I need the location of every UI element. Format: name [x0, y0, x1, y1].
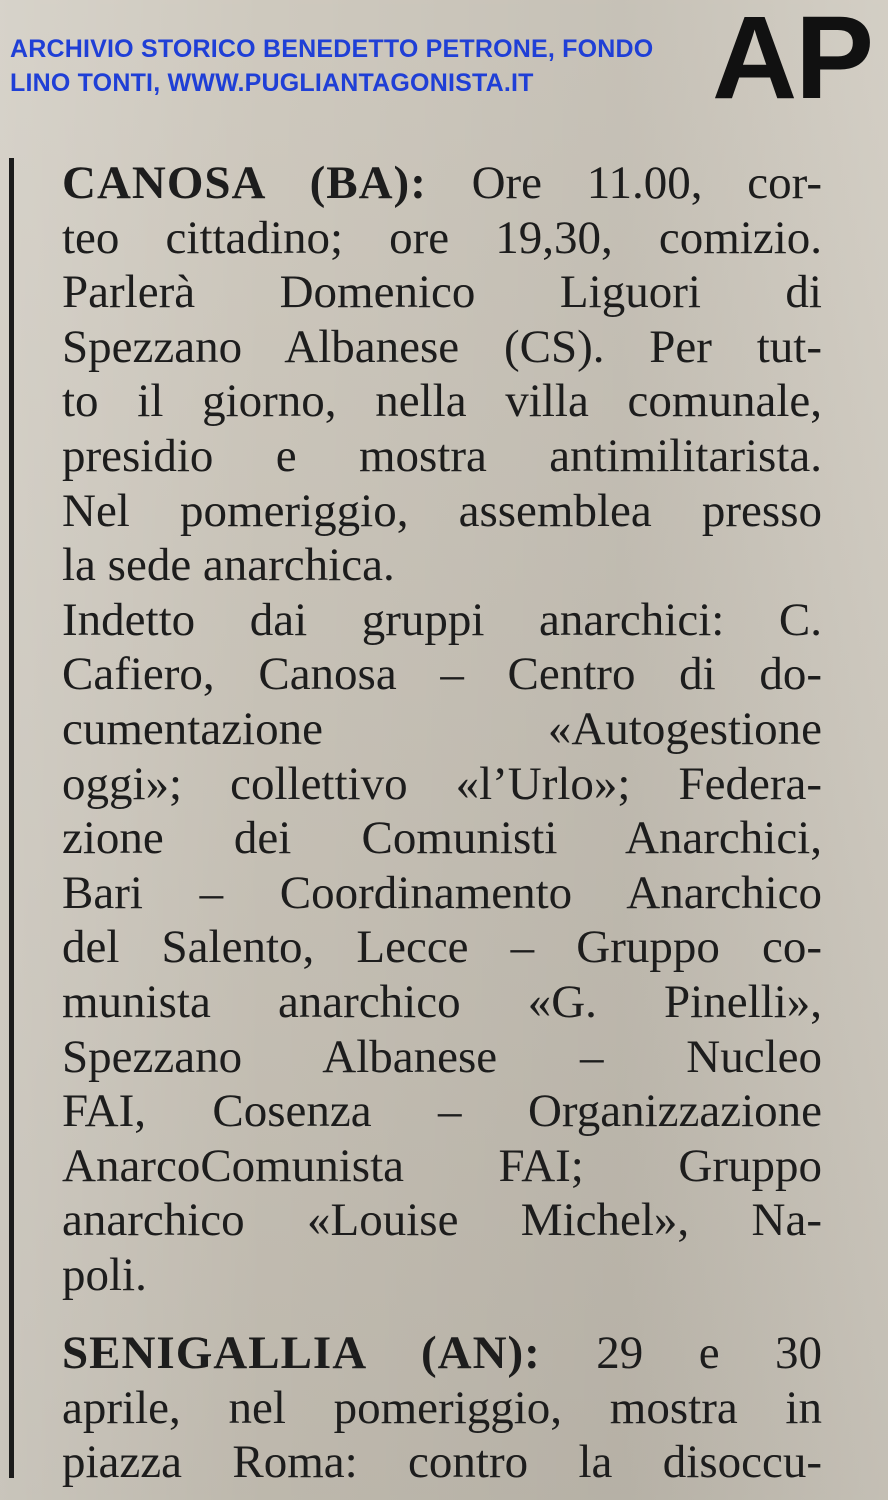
- article-line: cumentazione «Autogestione: [62, 702, 822, 755]
- article-line: to il giorno, nella villa comunale,: [62, 375, 822, 428]
- article-text: Ore 11.00, cor-: [471, 157, 822, 209]
- article-line: [62, 1326, 822, 1381]
- article-line: Parlerà Domenico Liguori di: [62, 266, 822, 319]
- column-rule: [9, 158, 14, 1478]
- article-line: poli.: [62, 1248, 147, 1301]
- watermark-line-2: LINO TONTI, WWW.PUGLIANTAGONISTA.IT: [10, 69, 534, 97]
- article-senigallia: [62, 1326, 822, 1490]
- article-line: presidio e mostra antimilitarista.: [62, 429, 822, 482]
- article-line: la sede anarchica.: [62, 539, 395, 592]
- article-line: [62, 156, 822, 211]
- article-line: zione dei Comunisti Anarchici,: [62, 812, 822, 865]
- article-text: 29 e 30: [596, 1327, 822, 1379]
- article-line: anarchico «Louise Michel», Na-: [62, 1194, 822, 1247]
- watermark-line-1: ARCHIVIO STORICO BENEDETTO PETRONE, FONDO: [10, 35, 654, 63]
- article-line: Nel pomeriggio, assemblea presso: [62, 484, 822, 537]
- place-heading-senigallia: SENIGALLIA (AN):: [62, 1327, 541, 1379]
- article-line: Spezzano Albanese – Nucleo: [62, 1030, 822, 1083]
- article-line: Bari – Coordinamento Anarchico: [62, 866, 822, 919]
- article-line: del Salento, Lecce – Gruppo co-: [62, 921, 822, 974]
- article-line: Spezzano Albanese (CS). Per tut-: [62, 320, 822, 373]
- place-heading-canosa: CANOSA (BA):: [62, 157, 427, 209]
- article-line: teo cittadino; ore 19,30, comizio.: [62, 211, 822, 264]
- article-line: oggi»; collettivo «l’Urlo»; Federa-: [62, 757, 822, 810]
- article-line: aprile, nel pomeriggio, mostra in: [62, 1381, 822, 1434]
- article-canosa: [62, 156, 822, 1302]
- article-line: piazza Roma: contro la disoccu-: [62, 1436, 822, 1489]
- article-line: munista anarchico «G. Pinelli»,: [62, 975, 822, 1028]
- article-line: FAI, Cosenza – Organizzazione: [62, 1085, 822, 1138]
- article-line: Indetto dai gruppi anarchici: C.: [62, 593, 822, 646]
- article-line: AnarcoComunista FAI; Gruppo: [62, 1139, 822, 1192]
- article-line: Cafiero, Canosa – Centro di do-: [62, 648, 822, 701]
- archive-watermark: [10, 32, 710, 100]
- headline-fragment: AP: [712, 0, 872, 124]
